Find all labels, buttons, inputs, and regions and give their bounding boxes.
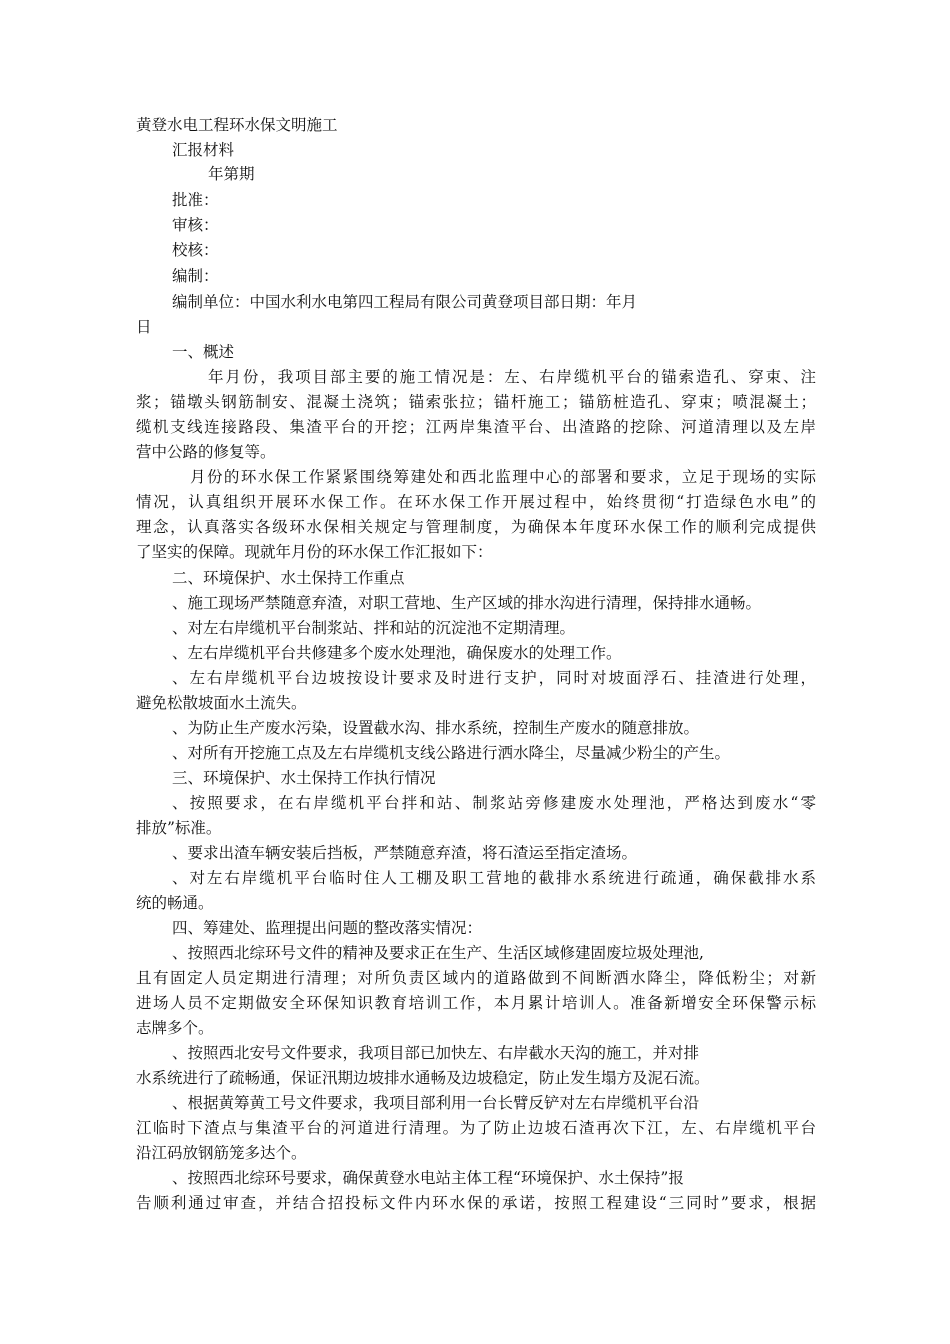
s2-item-5: 、为防止生产废水污染，设置截水沟、排水系统，控制生产废水的随意排放。 — [172, 719, 700, 737]
section-3-heading: 三、环境保护、水土保持工作执行情况 — [172, 769, 436, 787]
section-4-heading: 四、筹建处、监理提出问题的整改落实情况： — [172, 919, 483, 937]
s1-p1-line: 浆；锚墩头钢筋制安、混凝土浇筑；锚索张拉；锚杆施工；锚筋桩造孔、穿束；喷混凝土； — [136, 393, 816, 411]
s2-item-6: 、对所有开挖施工点及左右岸缆机支线公路进行洒水降尘，尽量减少粉尘的产生。 — [172, 744, 731, 762]
compile-field: 编制： — [172, 267, 219, 285]
s1-p1-line: 年月份，我项目部主要的施工情况是：左、右岸缆机平台的锚索造孔、穿束、注 — [208, 368, 816, 386]
review-field: 审核： — [172, 216, 219, 234]
s1-p2-line: 情况，认真组织开展环水保工作。在环水保工作开展过程中，始终贯彻“打造绿色水电”的 — [136, 493, 816, 511]
s2-item-1: 、施工现场严禁随意弃渣，对职工营地、生产区域的排水沟进行清理，保持排水通畅。 — [172, 594, 762, 612]
check-field: 校核： — [172, 241, 219, 259]
report-period: 年第期 — [208, 165, 255, 183]
s4-item-3-line: 沿江码放钢筋笼多达个。 — [136, 1144, 307, 1162]
s3-item-2: 、要求出渣车辆安装后挡板，严禁随意弃渣，将石渣运至指定渣场。 — [172, 844, 638, 862]
section-1-heading: 一、概述 — [172, 343, 235, 361]
s1-p2-line: 理念，认真落实各级环水保相关规定与管理制度，为确保本年度环水保工作的顺利完成提供 — [136, 518, 816, 536]
s1-p2-line: 月份的环水保工作紧紧围绕筹建处和西北监理中心的部署和要求，立足于现场的实际 — [190, 468, 816, 486]
s3-item-1-line: 排放”标准。 — [136, 819, 222, 837]
s3-item-3-line: 统的畅通。 — [136, 894, 214, 912]
document-title: 黄登水电工程环水保文明施工 — [136, 116, 338, 134]
s1-p1-line: 缆机支线连接路段、集渣平台的开挖；江两岸集渣平台、出渣路的挖除、河道清理以及左岸 — [136, 418, 816, 436]
s4-item-1-line: 志牌多个。 — [136, 1019, 214, 1037]
unit-date-line-cont: 日 — [136, 318, 152, 336]
unit-date-line: 编制单位：中国水利水电第四工程局有限公司黄登项目部日期：年月 — [172, 293, 638, 311]
s4-item-2-line: 、按照西北安号文件要求，我项目部已加快左、右岸截水天沟的施工，并对排 — [172, 1044, 700, 1062]
s4-item-4-line: 告顺利通过审查，并结合招投标文件内环水保的承诺，按照工程建设“三同时”要求，根据 — [136, 1194, 816, 1212]
s2-item-3: 、左右岸缆机平台共修建多个废水处理池，确保废水的处理工作。 — [172, 644, 622, 662]
s4-item-4-line: 、按照西北综环号要求，确保黄登水电站主体工程“环境保护、水土保持”报 — [172, 1169, 684, 1187]
section-2-heading: 二、环境保护、水土保持工作重点 — [172, 569, 405, 587]
s4-item-1-line: 、按照西北综环号文件的精神及要求正在生产、生活区域修建固废垃圾处理池, — [172, 944, 704, 962]
s4-item-1-line: 进场人员不定期做安全环保知识教育培训工作，本月累计培训人。准备新增安全环保警示标 — [136, 994, 816, 1012]
s4-item-3-line: 江临时下渣点与集渣平台的河道进行清理。为了防止边坡石渣再次下江，左、右岸缆机平台 — [136, 1119, 816, 1137]
s3-item-3-line: 、对左右岸缆机平台临时住人工棚及职工营地的截排水系统进行疏通，确保截排水系 — [172, 869, 816, 887]
s2-item-4-line: 避免松散坡面水土流失。 — [136, 694, 307, 712]
document-subtitle: 汇报材料 — [172, 141, 235, 159]
approve-field: 批准： — [172, 191, 219, 209]
s3-item-1-line: 、按照要求，在右岸缆机平台拌和站、制浆站旁修建废水处理池，严格达到废水“零 — [172, 794, 816, 812]
s2-item-4-line: 、左右岸缆机平台边坡按设计要求及时进行支护，同时对坡面浮石、挂渣进行处理， — [172, 669, 816, 687]
s1-p2-line: 了坚实的保障。现就年月份的环水保工作汇报如下： — [136, 543, 493, 561]
s4-item-2-line: 水系统进行了疏畅通，保证汛期边坡排水通畅及边坡稳定，防止发生塌方及泥石流。 — [136, 1069, 710, 1087]
s4-item-3-line: 、根据黄筹黄工号文件要求，我项目部利用一台长臂反铲对左右岸缆机平台沿 — [172, 1094, 700, 1112]
s2-item-2: 、对左右岸缆机平台制浆站、拌和站的沉淀池不定期清理。 — [172, 619, 576, 637]
s1-p1-line: 营中公路的修复等。 — [136, 443, 276, 461]
s4-item-1-line: 且有固定人员定期进行清理；对所负责区域内的道路做到不间断洒水降尘，降低粉尘；对新 — [136, 969, 816, 987]
